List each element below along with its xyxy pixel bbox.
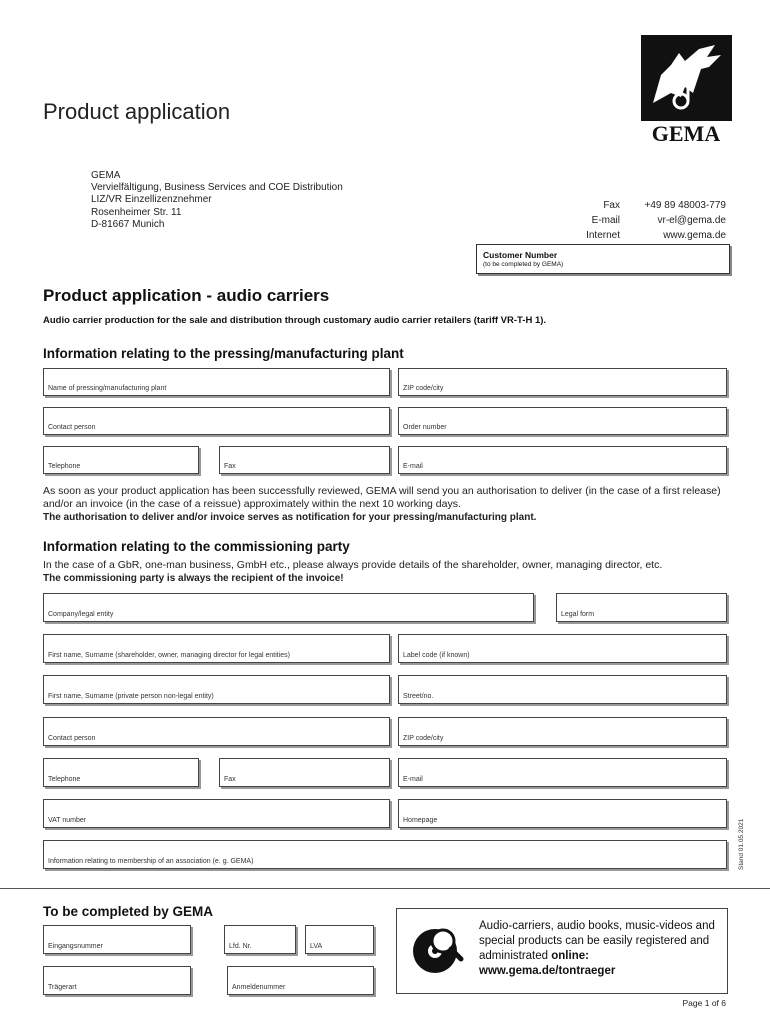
company-field[interactable] [43, 593, 534, 622]
anmeldenummer-field[interactable] [227, 966, 374, 995]
website-link[interactable]: www.gema.de [663, 230, 726, 241]
plant-fax-field[interactable] [219, 446, 390, 474]
field-label: ZIP code/city [403, 735, 444, 742]
fax-label: Fax [603, 200, 620, 211]
traegerart-field[interactable] [43, 966, 191, 995]
field-label: Order number [403, 424, 447, 431]
party-intro-bold: The commissioning party is always the recipient of the invoice! [43, 573, 344, 584]
plant-contact-field[interactable] [43, 407, 390, 435]
gema-section-heading: To be completed by GEMA [43, 904, 214, 919]
address-line: GEMA [91, 170, 121, 181]
contact-labels [570, 198, 620, 243]
field-label: Contact person [48, 424, 96, 431]
fax-value: +49 89 48003-779 [644, 200, 726, 211]
form-heading: Product application - audio carriers [43, 286, 330, 305]
plant-zip-field[interactable] [398, 368, 727, 396]
address-line: D-81667 Munich [91, 218, 165, 230]
field-label: Company/legal entity [48, 611, 114, 618]
party-email-field[interactable] [398, 758, 727, 787]
plant-email-field[interactable] [398, 446, 727, 474]
field-label: VAT number [48, 817, 87, 824]
field-label: Contact person [48, 735, 96, 742]
field-label: Anmeldenummer [232, 984, 286, 991]
vat-field[interactable] [43, 799, 390, 828]
internet-label: Internet [586, 230, 620, 241]
field-label: ZIP code/city [403, 385, 444, 392]
form-subheading: Audio carrier production for the sale and distribution through customary audio carrier retailers (tariff VR-T-H 1). [43, 315, 547, 326]
svg-text:GEMA: GEMA [651, 121, 721, 146]
promo-body: Audio-carriers, audio books, music-videos and special products can be easily registered and administrated [479, 920, 715, 962]
customer-number-label: Customer Number [483, 250, 558, 260]
lva-field[interactable] [305, 925, 374, 954]
field-label: Street/no. [403, 693, 434, 700]
homepage-field[interactable] [398, 799, 727, 828]
party-intro-text: In the case of a GbR, one-man business, GmbH etc., please always provide details of the shareholder, owner, managing director, etc. [43, 559, 663, 571]
field-label: First name, Surname (private person non-legal entity) [48, 693, 214, 700]
party-zip-field[interactable] [398, 717, 727, 746]
party-section-heading: Information relating to the commissioning party [43, 539, 350, 554]
field-label: Trägerart [48, 984, 77, 991]
field-label: Telephone [48, 776, 81, 783]
party-telephone-field[interactable] [43, 758, 199, 787]
promo-online: online: [551, 950, 589, 962]
field-label: E-mail [403, 463, 423, 470]
field-label: Label code (if known) [403, 652, 470, 659]
street-field[interactable] [398, 675, 727, 704]
label-code-field[interactable] [398, 634, 727, 663]
field-label: Eingangsnummer [48, 943, 103, 950]
name-legal-field[interactable] [43, 634, 390, 663]
field-label: Legal form [561, 611, 595, 618]
field-label: Telephone [48, 463, 81, 470]
online-promo-box [396, 908, 728, 994]
field-label: Fax [224, 463, 236, 470]
membership-field[interactable] [43, 840, 727, 869]
customer-number-note: (to be completed by GEMA) [483, 261, 564, 268]
party-intro [43, 559, 723, 585]
field-label: Information relating to membership of an association (e. g. GEMA) [48, 858, 254, 865]
page-number: Page 1 of 6 [682, 998, 726, 1008]
lfd-nr-field[interactable] [224, 925, 296, 954]
address-line: Rosenheimer Str. 11 [91, 206, 182, 218]
email-label: E-mail [591, 215, 620, 226]
field-label: Homepage [403, 817, 438, 824]
cd-magnifier-icon [409, 921, 465, 977]
field-label: LVA [310, 943, 323, 950]
page-title: Product application [43, 99, 231, 124]
plant-telephone-field[interactable] [43, 446, 199, 474]
legal-form-field[interactable] [556, 593, 727, 622]
plant-note-bold: The authorisation to deliver and/or invoice serves as notification for your pressing/manufacturing plant. [43, 512, 537, 523]
stand-date: Stand 01.05.2021 [738, 818, 745, 870]
address-line: Vervielfältigung, Business Services and COE Distribution [91, 182, 343, 194]
field-label: Name of pressing/manufacturing plant [48, 385, 167, 392]
promo-link[interactable]: www.gema.de/tontraeger [479, 965, 616, 977]
gema-logo [641, 35, 732, 146]
section-divider [0, 888, 770, 889]
plant-section-heading: Information relating to the pressing/manufacturing plant [43, 346, 404, 361]
address-block [91, 170, 343, 231]
eingangsnummer-field[interactable] [43, 925, 191, 954]
field-label: Lfd. Nr. [229, 943, 252, 950]
field-label: E-mail [403, 776, 423, 783]
promo-text [479, 919, 719, 979]
party-contact-field[interactable] [43, 717, 390, 746]
contact-values [630, 198, 726, 243]
plant-name-field[interactable] [43, 368, 390, 396]
address-line: LIZ/VR Einzellizenznehmer [91, 194, 212, 206]
party-fax-field[interactable] [219, 758, 390, 787]
field-label: First name, Surname (shareholder, owner, managing director for legal entities) [48, 652, 291, 659]
plant-order-field[interactable] [398, 407, 727, 435]
field-label: Fax [224, 776, 236, 783]
email-link[interactable]: vr-el@gema.de [657, 215, 726, 226]
plant-note-text: As soon as your product application has been successfully reviewed, GEMA will send you an authorisation to deliver (in the case of a first release) and/or an invoice (in the case of a reissue) approximately within the next 10 working days. [43, 485, 721, 510]
name-private-field[interactable] [43, 675, 390, 704]
plant-note [43, 485, 723, 524]
customer-number-field[interactable] [476, 244, 730, 274]
